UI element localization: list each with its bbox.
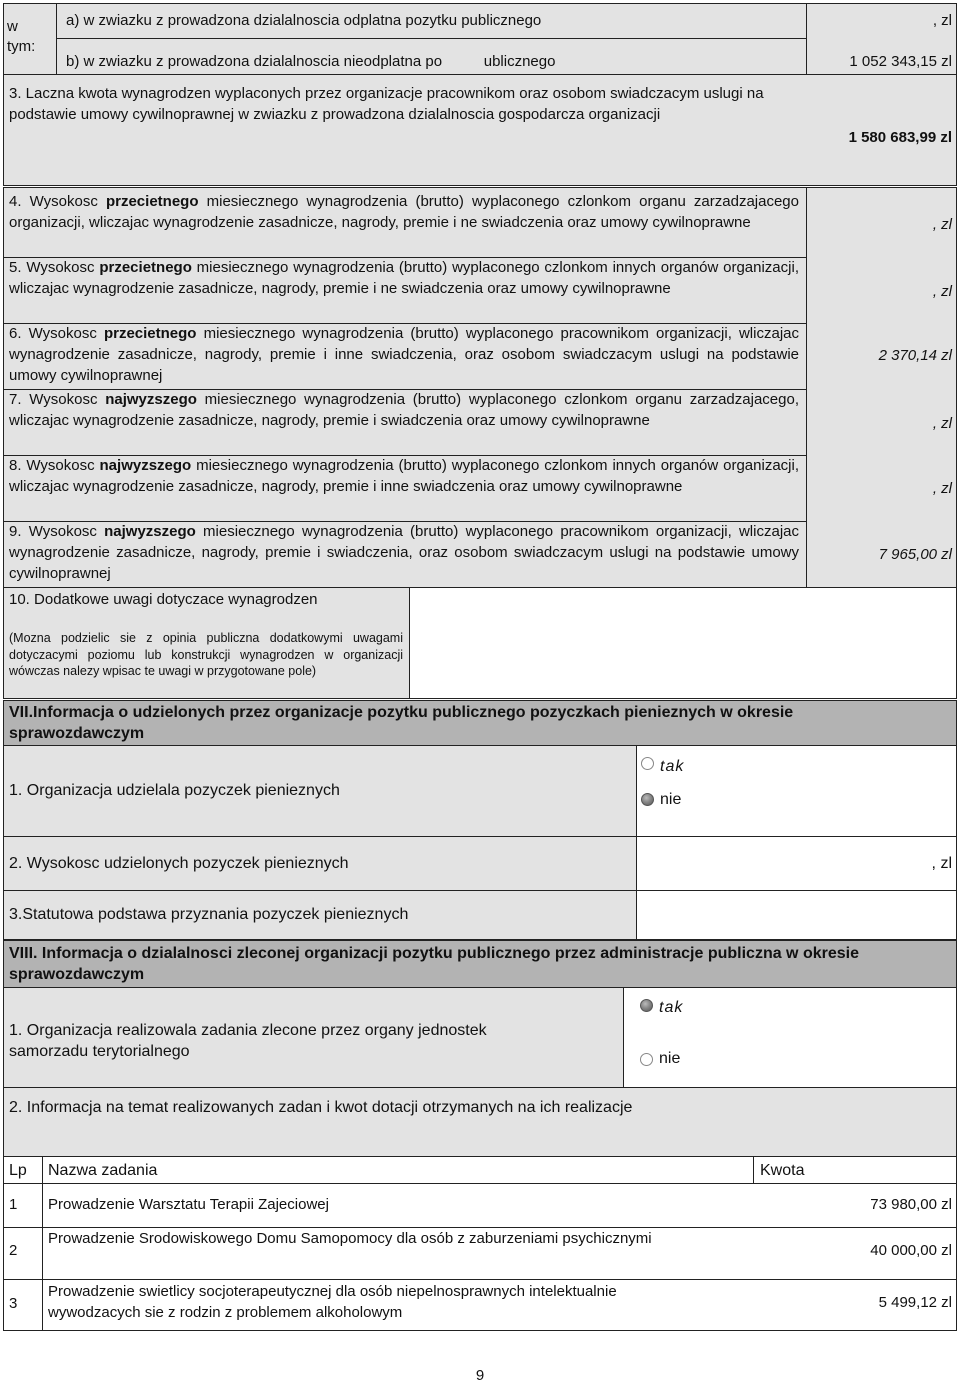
s8-radio-tak-label: tak — [659, 999, 684, 1016]
item-5-text: 5. Wysokosc przecietnego miesiecznego wynagrodzenia (brutto) wyplaconego czlonkom innych organów organizacji, wliczajac wynagrodzenie zasadnicze, nagrody, premie i ne swiadczenia oraz umowy cywilnoprawne — [9, 259, 799, 297]
w-tym-label: w tym: — [7, 18, 36, 55]
item-7-value: , zl — [932, 415, 952, 432]
row-a-text: a) w zwiazku z prowadzona dzialalnoscia odplatna pozytku publicznego — [66, 12, 542, 29]
task-row-2-amount: 40 000,00 zl — [870, 1242, 952, 1259]
s8-radio-nie[interactable] — [640, 1053, 653, 1066]
item-9-text: 9. Wysokosc najwyzszego miesiecznego wynagrodzenia (brutto) wyplaconego pracownikom organizacji, wliczajac wynagrodzenie zasadnicze, nagrody, premie i swiadczenia, oraz osobom swiadczacym uslugi na podstawie umowy cywilnoprawnej — [9, 523, 799, 582]
item-5-value: , zl — [932, 283, 952, 300]
row-b-value: 1 052 343,15 zl — [849, 53, 952, 70]
row-label-divider — [56, 3, 57, 75]
item-8-value: , zl — [932, 480, 952, 497]
task-row-1-amount: 73 980,00 zl — [870, 1196, 952, 1213]
col-header-lp: Lp — [9, 1162, 27, 1179]
item-10-note: (Mozna podzielic sie z opinia publiczna dodatkowymi uwagami dotyczacymi poziomu lub konstrukcji wynagrodzen w organizacji wówczas nalezy wpisac te uwagi w przygotowane pole) — [9, 631, 403, 678]
task-row-1-lp: 1 — [9, 1196, 18, 1213]
item-10-remarks-field[interactable] — [409, 587, 957, 699]
col-header-name: Nazwa zadania — [48, 1162, 158, 1179]
row-2-divider — [4, 1279, 956, 1280]
item-3-value: 1 580 683,99 zl — [848, 129, 952, 146]
item-4-value: , zl — [932, 216, 952, 233]
section-8-header: VIII. Informacja o dzialalnosci zleconej organizacji pozytku publicznego przez administracje publiczna w okresie sprawozdawczym — [9, 945, 859, 983]
items-4-9-values — [806, 187, 957, 588]
s7-radio-tak-label: tak — [660, 758, 685, 775]
s7-q3-field[interactable] — [636, 890, 957, 940]
s7-q1-text: 1. Organizacja udzielala pozyczek pienieznych — [9, 782, 340, 799]
item-3-text: 3. Laczna kwota wynagrodzen wyplaconych przez organizacje pracownikom oraz osobom swiadczacym uslugi na podstawie umowy cywilnoprawnej w zwiazku z prowadzona dzialalnoscia gospodarcza organizacji — [9, 85, 764, 123]
s7-radio-nie-label: nie — [660, 791, 682, 808]
item-6-value: 2 370,14 zl — [878, 347, 952, 364]
task-row-1-name: Prowadzenie Warsztatu Terapii Zajeciowej — [48, 1196, 329, 1213]
s8-radio-nie-label: nie — [659, 1050, 681, 1067]
item-10-title: 10. Dodatkowe uwagi dotyczace wynagrodzen — [9, 591, 318, 608]
col-header-amount: Kwota — [760, 1162, 805, 1179]
s7-q2-value: , zl — [931, 855, 952, 872]
item-7-text: 7. Wysokosc najwyzszego miesiecznego wynagrodzenia (brutto) wyplaconego czlonkom organu zarzadzajacego, wliczajac wynagrodzenie zasadnicze, nagrody, premie i swiadczenia oraz umowy cywilnoprawne — [9, 391, 799, 429]
s8-radio-tak[interactable] — [640, 999, 653, 1012]
section-7-header: VII.Informacja o udzielonych przez organizacje pozytku publicznego pozyczkach pienieznych w okresie sprawozdawczym — [9, 704, 794, 742]
page-number: 9 — [475, 1367, 485, 1384]
task-row-2-name: Prowadzenie Srodowiskowego Domu Samopomocy dla osób z zaburzeniami psychicznymi — [48, 1230, 652, 1247]
s7-radio-nie[interactable] — [641, 793, 654, 806]
task-row-3-amount: 5 499,12 zl — [878, 1294, 952, 1311]
item-6-text: 6. Wysokosc przecietnego miesiecznego wynagrodzenia (brutto) wyplaconego pracownikom organizacji, wliczajac wynagrodzenie zasadnicze, nagrody, premie i inne swiadczenia, oraz osobom swiadczacym uslugi na podstawie umowy cywilnoprawnej — [9, 325, 799, 384]
item-4-text: 4. Wysokosc przecietnego miesiecznego wynagrodzenia (brutto) wyplaconego czlonkom organu zarzadzajacego organizacji, wliczajac wynagrodzenie zasadnicze, nagrody, premie i ne swiadczenia oraz umowy cywilnoprawne — [9, 193, 799, 231]
item-8-text: 8. Wysokosc najwyzszego miesiecznego wynagrodzenia (brutto) wyplaconego czlonkom innych organów organizacji, wliczajac wynagrodzenie zasadnicze, nagrody, premie i inne swiadczenia oraz umowy cywilnoprawne — [9, 457, 799, 495]
s7-radio-tak[interactable] — [641, 757, 654, 770]
row-b-text: b) w zwiazku z prowadzona dzialalnoscia nieodplatna po ublicznego — [66, 53, 556, 70]
s8-q2-text: 2. Informacja na temat realizowanych zadan i kwot dotacji otrzymanych na ich realizacje — [9, 1099, 633, 1116]
s7-q2-text: 2. Wysokosc udzielonych pozyczek pienieznych — [9, 855, 349, 872]
task-row-3-name: Prowadzenie swietlicy socjoterapeutycznej dla osób niepelnosprawnych intelektualnie wywodzacych sie z rodzin z problemem alkoholowym — [48, 1283, 617, 1321]
s8-q1-text: 1. Organizacja realizowala zadania zlecone przez organy jednostek samorzadu terytorialnego — [9, 1022, 487, 1060]
col-divider-amount-header — [753, 1157, 754, 1183]
row-a-value: , zl — [932, 12, 952, 29]
task-row-2-lp: 2 — [9, 1242, 18, 1259]
s7-q3-text: 3.Statutowa podstawa przyznania pozyczek pienieznych — [9, 906, 409, 923]
item-9-value: 7 965,00 zl — [878, 546, 952, 563]
header-row-divider — [4, 1183, 956, 1184]
task-row-3-lp: 3 — [9, 1295, 18, 1312]
